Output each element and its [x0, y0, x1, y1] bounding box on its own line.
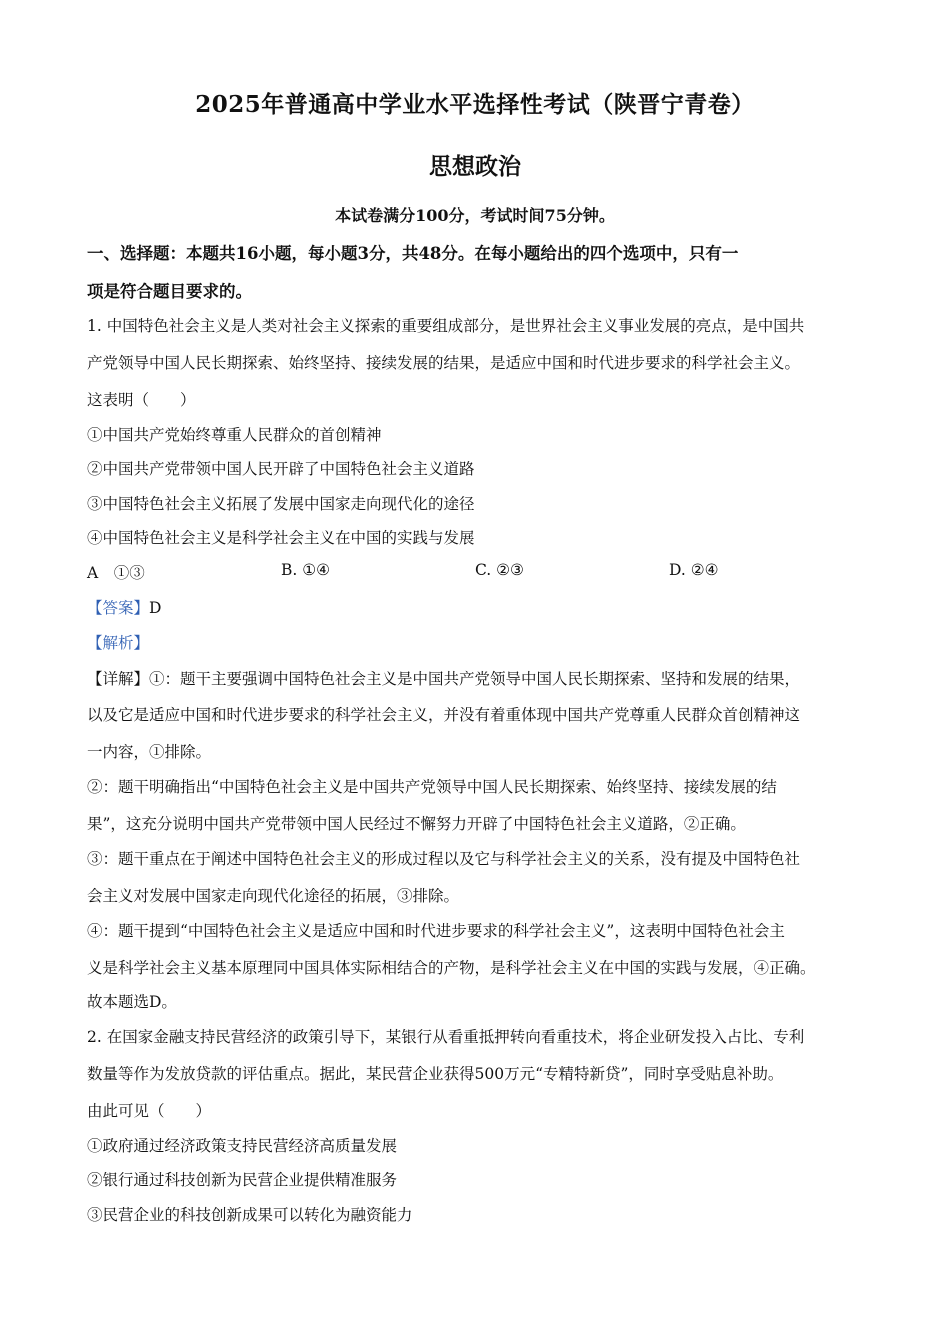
detail-line: 故本题选D。: [87, 993, 177, 1011]
statement-item: ②银行通过科技创新为民营企业提供精准服务: [87, 1171, 398, 1189]
detail-line: ③：题干重点在于阐述中国特色社会主义的形成过程以及它与科学社会主义的关系，没有提及中国特色社: [87, 850, 801, 868]
exam-title: 2025年普通高中学业水平选择性考试（陕晋宁青卷）: [195, 91, 755, 118]
option-a: A ①③: [87, 564, 145, 582]
question-stem: 数量等作为发放贷款的评估重点。据此，某民营企业获得500万元“专精特新贷”，同时享受贴息补助。: [87, 1065, 784, 1083]
statement-item: ①政府通过经济政策支持民营经济高质量发展: [87, 1137, 398, 1155]
detail-tag: 【详解】: [87, 670, 150, 688]
detail-line: 会主义对发展中国家走向现代化途径的拓展，③排除。: [87, 887, 460, 905]
statement-item: ④中国特色社会主义是科学社会主义在中国的实践与发展: [87, 529, 475, 547]
statement-item: ②中国共产党带领中国人民开辟了中国特色社会主义道路: [87, 460, 475, 478]
detail-line: 以及它是适应中国和时代进步要求的科学社会主义，并没有着重体现中国共产党尊重人民群众首创精神这: [87, 706, 801, 724]
option-d: D. ②④: [669, 561, 719, 579]
detail-text: ①：题干主要强调中国特色社会主义是中国共产党领导中国人民长期探索、坚持和发展的结果，: [149, 670, 801, 688]
question-stem: 1. 中国特色社会主义是人类对社会主义探索的重要组成部分，是世界社会主义事业发展的亮点，是中国共: [87, 317, 805, 335]
detail-line: ②：题干明确指出“中国特色社会主义是中国共产党领导中国人民长期探索、始终坚持、接续发展的结: [87, 778, 777, 796]
subject-title: 思想政治: [429, 153, 521, 180]
detail-line: 义是科学社会主义基本原理同中国具体实际相结合的产物，是科学社会主义在中国的实践与发展，④正确。: [87, 959, 816, 977]
statement-item: ①中国共产党始终尊重人民群众的首创精神: [87, 426, 382, 444]
option-b: B. ①④: [281, 561, 331, 579]
statement-item: ③民营企业的科技创新成果可以转化为融资能力: [87, 1206, 413, 1224]
answer-tag: 【答案】: [87, 599, 150, 617]
question-stem: 2. 在国家金融支持民营经济的政策引导下，某银行从看重抵押转向看重技术，将企业研发投入占比、专利: [87, 1028, 805, 1046]
answer-line: [87, 596, 877, 618]
section-heading: 项是符合题目要求的。: [87, 282, 252, 301]
question-stem: 由此可见（ ）: [87, 1102, 212, 1120]
answer-value: D: [149, 599, 162, 617]
statement-item: ③中国特色社会主义拓展了发展中国家走向现代化的途径: [87, 495, 475, 513]
question-stem: 这表明（ ）: [87, 391, 196, 409]
detail-line: 果”，这充分说明中国共产党带领中国人民经过不懈努力开辟了中国特色社会主义道路，②正确。: [87, 815, 746, 833]
section-heading: 一、选择题：本题共16小题，每小题3分，共48分。在每小题给出的四个选项中，只有一: [87, 244, 739, 263]
detail-line: 一内容，①排除。: [87, 743, 212, 761]
exam-note: 本试卷满分100分，考试时间75分钟。: [335, 206, 615, 225]
detail-line: ④：题干提到“中国特色社会主义是适应中国和时代进步要求的科学社会主义”，这表明中国特色社会主: [87, 922, 785, 940]
option-c: C. ②③: [475, 561, 524, 579]
analysis-tag: 【解析】: [87, 634, 150, 652]
detail-line: [87, 667, 877, 689]
question-stem: 产党领导中国人民长期探索、始终坚持、接续发展的结果，是适应中国和时代进步要求的科学社会主义。: [87, 354, 801, 372]
